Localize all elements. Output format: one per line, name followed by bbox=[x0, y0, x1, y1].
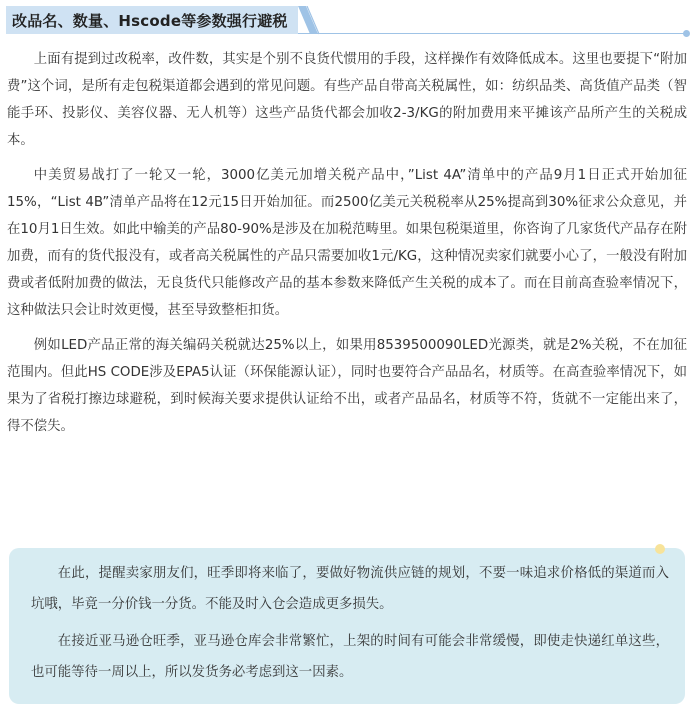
section-title: 改品名、数量、Hscode等参数强行避税 bbox=[12, 12, 288, 30]
header-slash-decoration bbox=[296, 6, 326, 36]
article-paragraph: 上面有提到过改税率，改件数，其实是个别不良货代惯用的手段，这样操作有效降低成本。这里也要提下“附加费”这个词，是所有走包税渠道都会遇到的常见问题。有些产品自带高关税属性，如：纺织品类、高货值产品类（智能手环、投影仪、美容仪器、无人机等）这些产品货代都会加收2-3/KG的附加费用来平摊该产品所产生的关税成本。 bbox=[7, 52, 687, 148]
section-header bbox=[6, 6, 687, 34]
callout-paragraph: 在接近亚马逊仓旺季，亚马逊仓库会非常繁忙，上架的时间有可能会非常缓慢，即使走快递红单这些，也可能等待一周以上，所以发货务必考虑到这一因素。 bbox=[31, 634, 669, 680]
article-body bbox=[7, 46, 687, 448]
article-paragraph: 例如LED产品正常的海关编码关税就达25%以上，如果用8539500090LED光源类，就是2%关税，不在加征范围内。但此HS CODE涉及EPA5认证（环保能源认证），同时也要符合产品品名，材质等。在高查验率情况下，如果为了省税打擦边球避税，到时候海关要求提供认证给不出，或者产品品名，材质等不符，货就不一定能出来了，得不偿失。 bbox=[7, 338, 687, 434]
callout-paragraph: 在此，提醒卖家朋友们，旺季即将来临了，要做好物流供应链的规划，不要一味追求价格低的渠道而入坑哦，毕竟一分价钱一分货。不能及时入仓会造成更多损失。 bbox=[31, 566, 669, 612]
callout-corner-dot bbox=[655, 544, 665, 554]
reminder-callout-box bbox=[9, 548, 685, 704]
callout-content bbox=[31, 558, 669, 694]
header-underline bbox=[298, 33, 687, 34]
header-end-dot bbox=[683, 30, 690, 37]
article-paragraph: 中美贸易战打了一轮又一轮，3000亿美元加增关税产品中，”List 4A”清单中的产品9月1日正式开始加征15%，“List 4B”清单产品将在12元15日开始加征。而2500亿美元关税税率从25%提高到30%征求公众意见，并在10月1日生效。如此中输美的产品80-90%是涉及在加税范畴里。如果包税渠道里，你咨询了几家货代产品存在附加费，而有的货代报没有，或者高关税属性的产品只需要加收1元/KG，这种情况卖家们就要小心了，一般没有附加费或者低附加费的做法，无良货代只能修改产品的基本参数来降低产生关税的成本了。而在目前高查验率情况下，这种做法只会让时效更慢，甚至导致整柜扣货。 bbox=[7, 168, 687, 318]
